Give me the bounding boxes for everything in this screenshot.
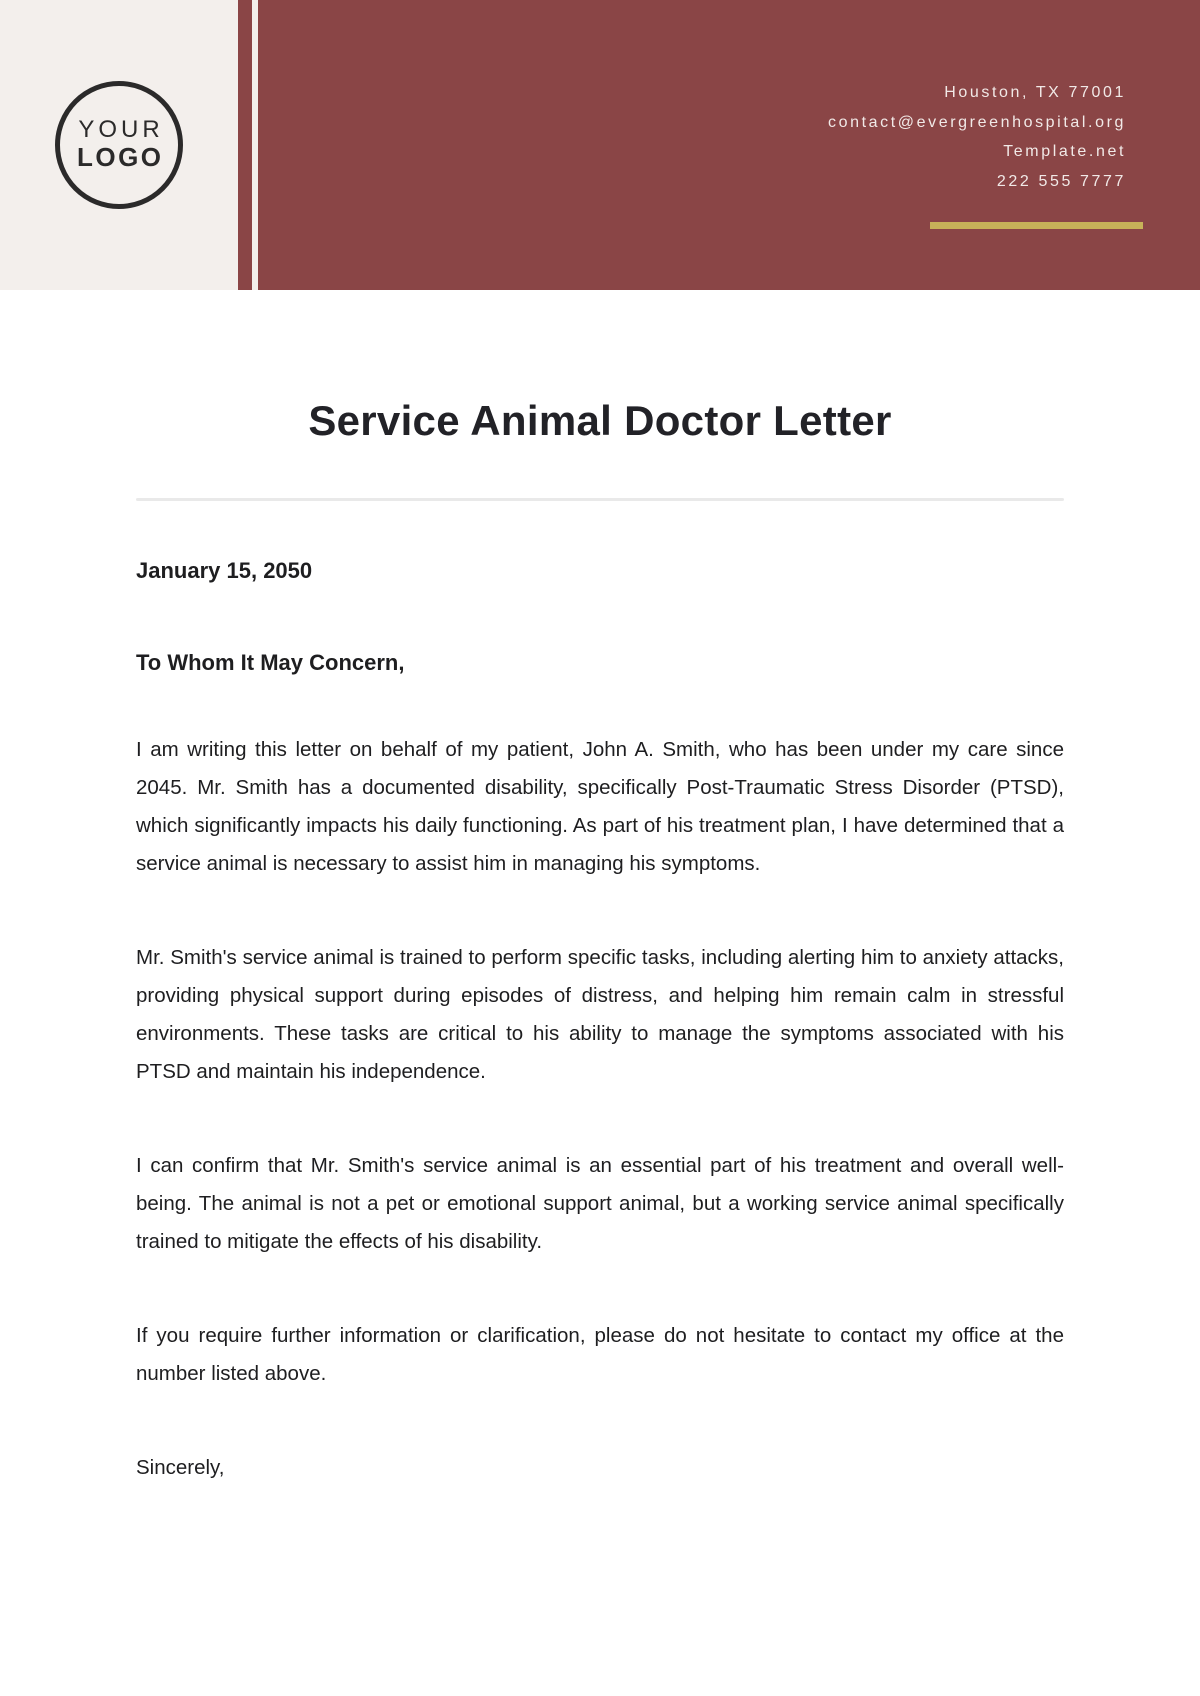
letter-closing: Sincerely, (136, 1455, 225, 1479)
letter-paragraph-4: If you require further information or clarification, please do not hesitate to contact my office at the number listed above. (136, 1323, 1064, 1385)
letter-paragraph-1: I am writing this letter on behalf of my patient, John A. Smith, who has been under my care since 2045. Mr. Smith has a documented disability, specifically Post-Traumatic Stress Disorder (PTSD), which significantly impacts his daily functioning. As part of his treatment plan, I have determined that a service animal is necessary to assist him in managing his symptoms. (136, 737, 1064, 875)
letter-date: January 15, 2050 (136, 558, 313, 584)
title-divider (136, 498, 1064, 501)
letterhead-left-panel (0, 0, 238, 290)
contact-phone: 222 555 7777 (996, 172, 1126, 190)
contact-email: contact@evergreenhospital.org (828, 113, 1126, 131)
page-title: Service Animal Doctor Letter (308, 397, 892, 444)
letter-salutation: To Whom It May Concern, (136, 649, 405, 675)
logo-text-your: YOUR (78, 115, 164, 143)
contact-address: Houston, TX 77001 (944, 84, 1126, 101)
letter-body (0, 396, 1200, 1487)
contact-website: Template.net (1003, 143, 1126, 160)
gold-accent-bar (930, 222, 1143, 229)
letter-paragraph-2: Mr. Smith's service animal is trained to perform specific tasks, including alerting him to anxiety attacks, providing physical support during episodes of distress, and helping him remain calm in stressful environments. These tasks are critical to his ability to manage the symptoms associated with his PTSD and maintain his independence. (136, 945, 1064, 1083)
letterhead (0, 0, 1200, 290)
logo (55, 81, 183, 209)
accent-stripe (238, 0, 252, 290)
contact-info (258, 78, 1200, 196)
letter-paragraph-3: I can confirm that Mr. Smith's service animal is an essential part of his treatment and overall well-being. The animal is not a pet or emotional support animal, but a working service animal specifically trained to mitigate the effects of his disability. (136, 1153, 1064, 1253)
logo-text-logo: LOGO (76, 142, 164, 173)
letterhead-main-panel (258, 0, 1200, 290)
